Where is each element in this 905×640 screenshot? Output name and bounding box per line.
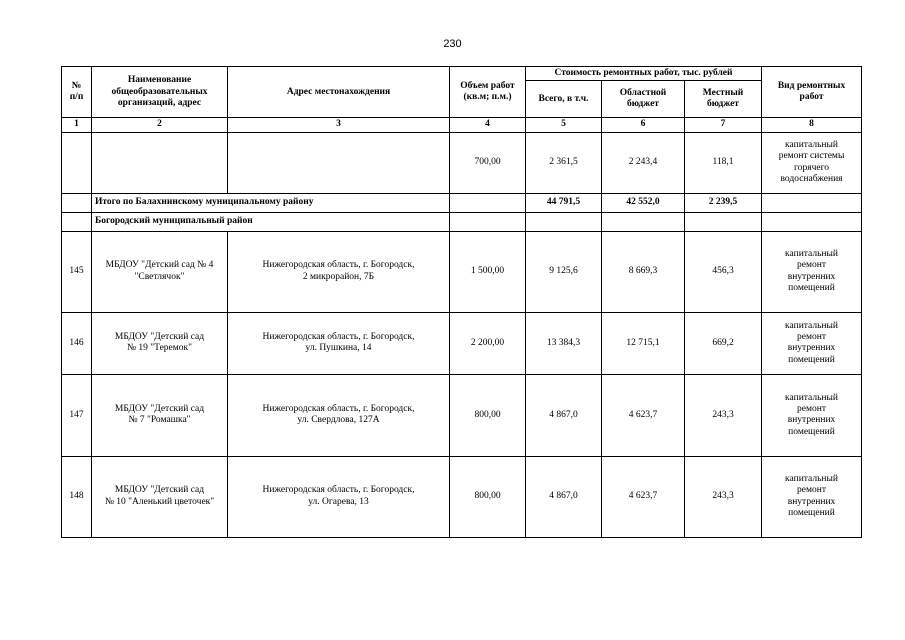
row-address: Нижегородская область, г. Богородск, ул. Огарева, 13: [228, 456, 450, 537]
table-row: [62, 231, 862, 312]
header-num: № п/п: [62, 67, 92, 118]
row-num: 148: [62, 456, 92, 537]
row-name: МБДОУ "Детский сад № 7 "Ромашка": [92, 374, 228, 456]
column-number: 3: [228, 118, 450, 132]
table-row: [62, 312, 862, 374]
header-name: Наименование общеобразовательных организаций, адрес: [92, 67, 228, 118]
row-volume: 1 500,00: [450, 231, 526, 312]
row-name: МБДОУ "Детский сад № 10 "Аленький цветочек": [92, 456, 228, 537]
header-volume: Объем работ (кв.м; п.м.): [450, 67, 526, 118]
row-regional: 4 623,7: [602, 456, 685, 537]
row-local: 456,3: [685, 231, 762, 312]
district-label: Богородский муниципальный район: [92, 212, 450, 231]
column-number: 5: [526, 118, 602, 132]
header-address: Адрес местонахождения: [228, 67, 450, 118]
row-address: [228, 132, 450, 193]
row-type: капитальный ремонт внутренних помещений: [762, 312, 862, 374]
row-total: 4 867,0: [526, 456, 602, 537]
table-row: [62, 132, 862, 193]
row-num: 145: [62, 231, 92, 312]
row-type: капитальный ремонт внутренних помещений: [762, 456, 862, 537]
district-header-row: [62, 212, 862, 231]
row-type: капитальный ремонт системы горячего водоснабжения: [762, 132, 862, 193]
row-local: 243,3: [685, 374, 762, 456]
row-regional: 8 669,3: [602, 231, 685, 312]
row-total: 2 361,5: [526, 132, 602, 193]
row-total: 9 125,6: [526, 231, 602, 312]
row-volume: 2 200,00: [450, 312, 526, 374]
repair-cost-table: [61, 66, 862, 538]
row-name: [92, 132, 228, 193]
header-type: Вид ремонтных работ: [762, 67, 862, 118]
header-cost-group: Стоимость ремонтных работ, тыс. рублей: [526, 67, 762, 81]
row-name: МБДОУ "Детский сад № 4 "Светлячок": [92, 231, 228, 312]
row-type: капитальный ремонт внутренних помещений: [762, 231, 862, 312]
row-num: [62, 132, 92, 193]
row-num: 146: [62, 312, 92, 374]
header-total: Всего, в т.ч.: [526, 81, 602, 118]
column-number: 4: [450, 118, 526, 132]
column-number-row: [62, 118, 862, 132]
page-number: 230: [443, 38, 462, 50]
table-row: [62, 456, 862, 537]
header-regional: Областной бюджет: [602, 81, 685, 118]
table-row: [62, 374, 862, 456]
row-type: капитальный ремонт внутренних помещений: [762, 374, 862, 456]
column-number: 7: [685, 118, 762, 132]
row-local: 243,3: [685, 456, 762, 537]
subtotal-local: 2 239,5: [685, 193, 762, 212]
row-num: 147: [62, 374, 92, 456]
row-address: Нижегородская область, г. Богородск, ул. Свердлова, 127А: [228, 374, 450, 456]
row-local: 118,1: [685, 132, 762, 193]
column-number: 1: [62, 118, 92, 132]
column-number: 8: [762, 118, 862, 132]
subtotal-regional: 42 552,0: [602, 193, 685, 212]
row-name: МБДОУ "Детский сад № 19 "Теремок": [92, 312, 228, 374]
subtotal-total: 44 791,5: [526, 193, 602, 212]
subtotal-row: [62, 193, 862, 212]
row-regional: 12 715,1: [602, 312, 685, 374]
row-volume: 800,00: [450, 374, 526, 456]
subtotal-label: Итого по Балахнинскому муниципальному району: [92, 193, 450, 212]
header-local: Местный бюджет: [685, 81, 762, 118]
column-number: 6: [602, 118, 685, 132]
row-total: 4 867,0: [526, 374, 602, 456]
column-number: 2: [92, 118, 228, 132]
row-address: Нижегородская область, г. Богородск, 2 микрорайон, 7Б: [228, 231, 450, 312]
row-regional: 4 623,7: [602, 374, 685, 456]
row-regional: 2 243,4: [602, 132, 685, 193]
row-volume: 700,00: [450, 132, 526, 193]
row-volume: 800,00: [450, 456, 526, 537]
row-total: 13 384,3: [526, 312, 602, 374]
row-address: Нижегородская область, г. Богородск, ул. Пушкина, 14: [228, 312, 450, 374]
row-local: 669,2: [685, 312, 762, 374]
